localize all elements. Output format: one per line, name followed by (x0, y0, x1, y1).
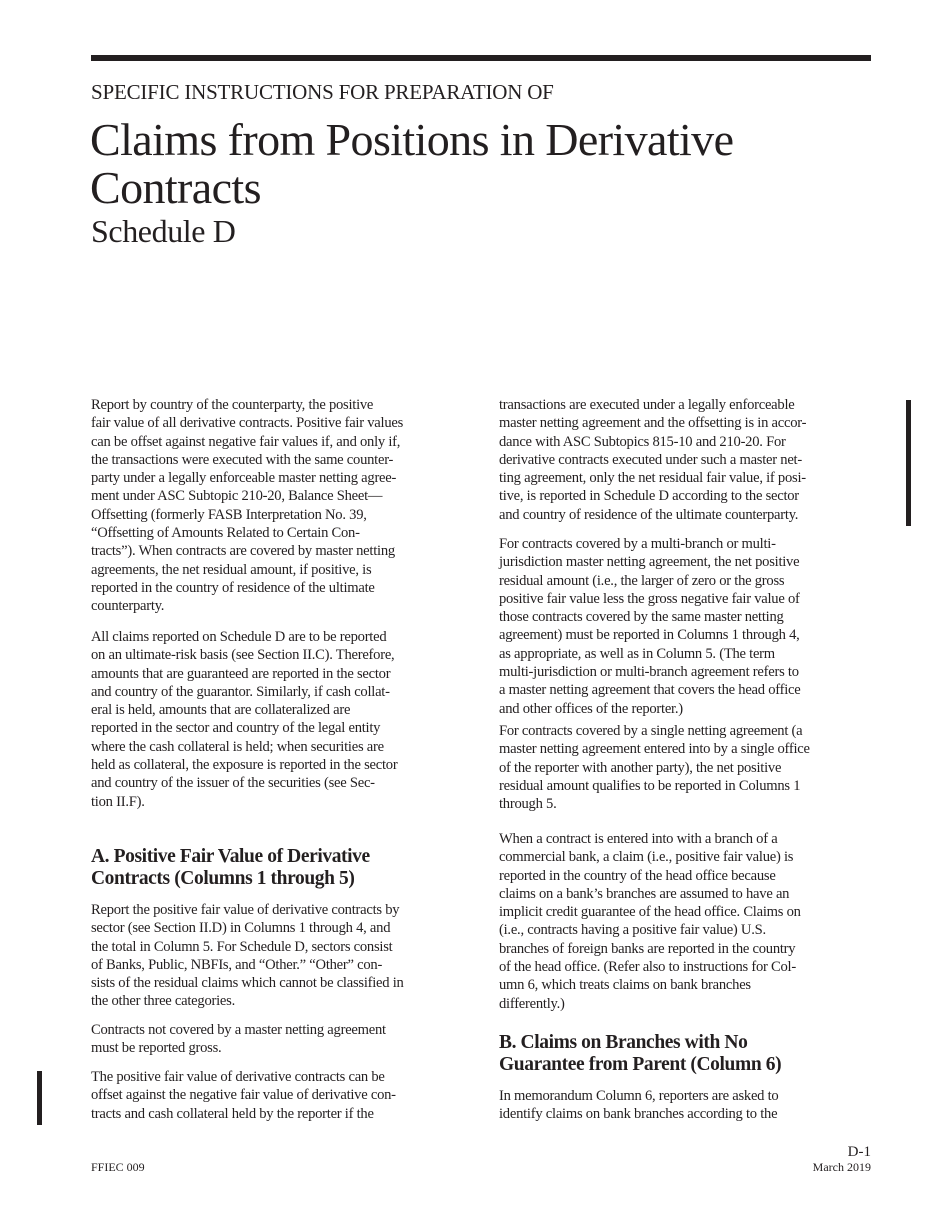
text-line: sector (see Section II.D) in Columns 1 through 4, and (91, 920, 391, 937)
text-line: must be reported gross. (91, 1040, 222, 1057)
paragraph (91, 628, 397, 811)
text-line: branches of foreign banks are reported in the country (499, 940, 796, 957)
paragraph (91, 1068, 396, 1123)
text-line: multi-jurisdiction or multi-branch agreement refers to (499, 664, 799, 681)
text-line: and other offices of the reporter.) (499, 700, 683, 717)
text-line: offset against the negative fair value of derivative con- (91, 1087, 396, 1104)
text-line: and country of the issuer of the securities (see Sec- (91, 775, 375, 792)
page-subtitle: Schedule D (91, 213, 236, 249)
text-line: agreements, the net residual amount, if positive, is (91, 561, 372, 578)
text-line: on an ultimate-risk basis (see Section II.C). Therefore, (91, 647, 395, 664)
text-line: tion II.F). (91, 793, 145, 810)
section-heading-b (499, 1032, 781, 1076)
section-heading-a (91, 846, 370, 890)
paragraph (499, 396, 806, 524)
text-line: as appropriate, as well as in Column 5. (The term (499, 645, 775, 662)
text-line: agreement) must be reported in Columns 1 through 4, (499, 627, 800, 644)
text-line: party under a legally enforceable master netting agree- (91, 470, 397, 487)
text-line: Offsetting (formerly FASB Interpretation No. 39, (91, 506, 367, 523)
text-line: of the head office. (Refer also to instructions for Col- (499, 959, 796, 976)
text-line: held as collateral, the exposure is reported in the sector (91, 757, 398, 774)
text-line: ting agreement, only the net residual fair value, if posi- (499, 470, 806, 487)
text-line: B. Claims on Branches with No (499, 1032, 748, 1053)
text-line: All claims reported on Schedule D are to be reported (91, 629, 387, 645)
text-line: For contracts covered by a single netting agreement (a (499, 723, 803, 739)
text-line: The positive fair value of derivative contracts can be (91, 1069, 385, 1085)
text-line: Guarantee from Parent (Column 6) (499, 1054, 782, 1075)
title-line: Contracts (90, 162, 261, 213)
text-line: commercial bank, a claim (i.e., positive fair value) is (499, 849, 794, 866)
text-line: umn 6, which treats claims on bank branches (499, 977, 751, 994)
text-line: master netting agreement entered into by a single office (499, 741, 810, 758)
footer-page-number: D-1 (847, 1144, 871, 1160)
top-rule (91, 55, 871, 61)
paragraph (91, 396, 403, 616)
text-line: through 5. (499, 796, 557, 813)
text-line: When a contract is entered into with a branch of a (499, 831, 778, 847)
text-line: those contracts covered by the same master netting (499, 609, 784, 626)
paragraph (499, 722, 810, 813)
text-line: the other three categories. (91, 993, 235, 1010)
paragraph (499, 535, 800, 718)
title-line: Claims from Positions in Derivative (90, 114, 734, 165)
text-line: residual amount qualifies to be reported in Columns 1 (499, 777, 801, 794)
text-line: counterparty. (91, 598, 165, 615)
text-line: reported in the sector and country of the legal entity (91, 720, 381, 737)
text-line: master netting agreement and the offsetting is in accor- (499, 415, 807, 432)
text-line: Contracts not covered by a master netting agreement (91, 1022, 386, 1038)
kicker: SPECIFIC INSTRUCTIONS FOR PREPARATION OF (91, 80, 554, 104)
text-line: dance with ASC Subtopics 815-10 and 210-20. For (499, 433, 786, 450)
paragraph (499, 1087, 778, 1124)
text-line: tracts”). When contracts are covered by master netting (91, 543, 395, 560)
paragraph (499, 830, 801, 1013)
text-line: differently.) (499, 995, 565, 1012)
text-line: For contracts covered by a multi-branch or multi- (499, 536, 776, 552)
text-line: Contracts (Columns 1 through 5) (91, 868, 355, 889)
text-line: reported in the country of residence of the ultimate (91, 579, 375, 596)
text-line: A. Positive Fair Value of Derivative (91, 846, 370, 867)
text-line: Report by country of the counterparty, the positive (91, 397, 374, 413)
text-line: reported in the country of the head office because (499, 867, 776, 884)
change-bar (37, 1071, 42, 1125)
text-line: jurisdiction master netting agreement, the net positive (499, 554, 800, 571)
text-line: (i.e., contracts having a positive fair value) U.S. (499, 922, 766, 939)
text-line: transactions are executed under a legally enforceable (499, 397, 795, 413)
text-line: Report the positive fair value of derivative contracts by (91, 902, 400, 918)
text-line: of the reporter with another party), the net positive (499, 759, 782, 776)
text-line: a master netting agreement that covers the head office (499, 682, 801, 699)
text-line: ment under ASC Subtopic 210-20, Balance Sheet— (91, 488, 383, 505)
text-line: “Offsetting of Amounts Related to Certain Con- (91, 525, 360, 542)
page-title (90, 116, 733, 212)
text-line: identify claims on bank branches according to the (499, 1106, 778, 1123)
text-line: the total in Column 5. For Schedule D, sectors consist (91, 938, 393, 955)
text-line: implicit credit guarantee of the head office. Claims on (499, 904, 801, 921)
text-line: positive fair value less the gross negative fair value of (499, 590, 800, 607)
footer-date: March 2019 (812, 1160, 871, 1174)
text-line: of Banks, Public, NBFIs, and “Other.” “Other” con- (91, 956, 383, 973)
text-line: and country of residence of the ultimate counterparty. (499, 506, 799, 523)
text-line: In memorandum Column 6, reporters are asked to (499, 1088, 779, 1104)
text-line: derivative contracts executed under such a master net- (499, 451, 802, 468)
text-line: where the cash collateral is held; when securities are (91, 738, 384, 755)
text-line: tracts and cash collateral held by the reporter if the (91, 1105, 374, 1122)
text-line: the transactions were executed with the same counter- (91, 451, 394, 468)
change-bar (906, 400, 911, 526)
text-line: residual amount (i.e., the larger of zero or the gross (499, 572, 785, 589)
text-line: eral is held, amounts that are collateralized are (91, 702, 351, 719)
text-line: sists of the residual claims which cannot be classified in (91, 975, 404, 992)
text-line: can be offset against negative fair values if, and only if, (91, 433, 401, 450)
paragraph (91, 1021, 386, 1058)
text-line: amounts that are guaranteed are reported in the sector (91, 665, 391, 682)
footer-form: FFIEC 009 (91, 1160, 145, 1174)
text-line: tive, is reported in Schedule D according to the sector (499, 488, 799, 505)
paragraph (91, 901, 404, 1011)
text-line: and country of the guarantor. Similarly, if cash collat- (91, 683, 390, 700)
text-line: claims on a bank’s branches are assumed to have an (499, 885, 790, 902)
text-line: fair value of all derivative contracts. Positive fair values (91, 415, 404, 432)
